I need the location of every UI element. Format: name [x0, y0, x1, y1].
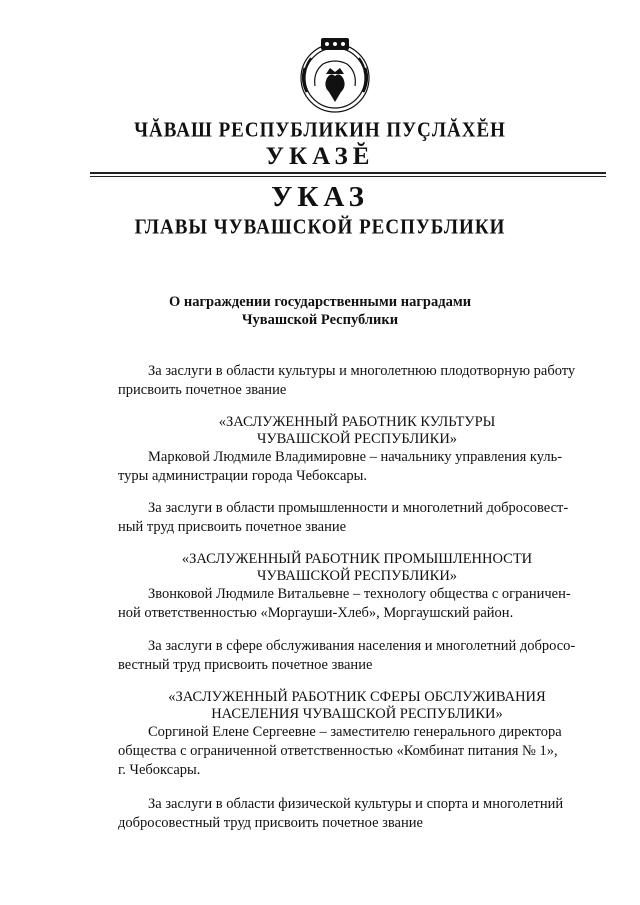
intro-line: За заслуги в сфере обслуживания населения и многолетний добросо- [148, 638, 576, 654]
recipient-line: туры администрации города Чебоксары. [118, 468, 368, 484]
header-divider [90, 172, 606, 174]
section-intro [118, 362, 596, 400]
recipient-line: Марковой Людмиле Владимировне – начальнику управления куль- [148, 449, 563, 465]
section-intro [118, 795, 596, 833]
award-title-line: ЧУВАШСКОЙ РЕСПУБЛИКИ» [256, 431, 458, 447]
award-recipient [118, 585, 596, 623]
subject-line: О награждении государственными наградами [168, 294, 472, 310]
recipient-line: ной ответственностью «Моргауши-Хлеб», Моргаушский район. [118, 605, 514, 621]
intro-line: присвоить почетное звание [118, 382, 287, 398]
header-chuvash-line: ЧĂВАШ РЕСПУБЛИКИН ПУÇЛĂХĔН [134, 118, 506, 142]
section-intro [118, 637, 596, 675]
award-title-line: «ЗАСЛУЖЕННЫЙ РАБОТНИК КУЛЬТУРЫ [218, 414, 496, 430]
coat-of-arms-icon [293, 28, 377, 116]
document-subject [0, 293, 640, 329]
award-title-line: «ЗАСЛУЖЕННЫЙ РАБОТНИК ПРОМЫШЛЕННОСТИ [181, 551, 533, 567]
recipient-line: г. Чебоксары. [118, 762, 201, 778]
award-recipient [118, 448, 596, 486]
header-russian-glavy: ГЛАВЫ ЧУВАШСКОЙ РЕСПУБЛИКИ [134, 215, 506, 239]
award-title-line: НАСЕЛЕНИЯ ЧУВАШСКОЙ РЕСПУБЛИКИ» [211, 706, 503, 722]
recipient-line: Соргиной Елене Сергеевне – заместителю генерального директора [148, 724, 562, 740]
header-divider-thin [90, 176, 606, 177]
subject-line: Чувашской Республики [241, 312, 399, 328]
award-title-line: «ЗАСЛУЖЕННЫЙ РАБОТНИК СФЕРЫ ОБСЛУЖИВАНИЯ [168, 689, 546, 705]
header-chuvash-ukaze: УКАЗĔ [265, 143, 375, 170]
intro-line: За заслуги в области промышленности и многолетний добросовест- [148, 500, 569, 516]
intro-line: вестный труд присвоить почетное звание [118, 657, 373, 673]
intro-line: За заслуги в области культуры и многолетнюю плодотворную работу [148, 363, 576, 379]
award-recipient [118, 723, 596, 780]
recipient-line: Звонковой Людмиле Витальевне – технологу общества с ограничен- [148, 586, 571, 602]
intro-line: ный труд присвоить почетное звание [118, 519, 347, 535]
award-title-line: ЧУВАШСКОЙ РЕСПУБЛИКИ» [256, 568, 458, 584]
section-intro [118, 499, 596, 537]
recipient-line: общества с ограниченной ответственностью «Комбинат питания № 1», [118, 743, 558, 759]
award-title [118, 551, 596, 585]
award-title [118, 414, 596, 448]
award-title [118, 689, 596, 723]
intro-line: добросовестный труд присвоить почетное звание [118, 815, 423, 831]
intro-line: За заслуги в области физической культуры и спорта и многолетний [148, 796, 564, 812]
header-russian-ukaz: УКАЗ [271, 181, 369, 213]
